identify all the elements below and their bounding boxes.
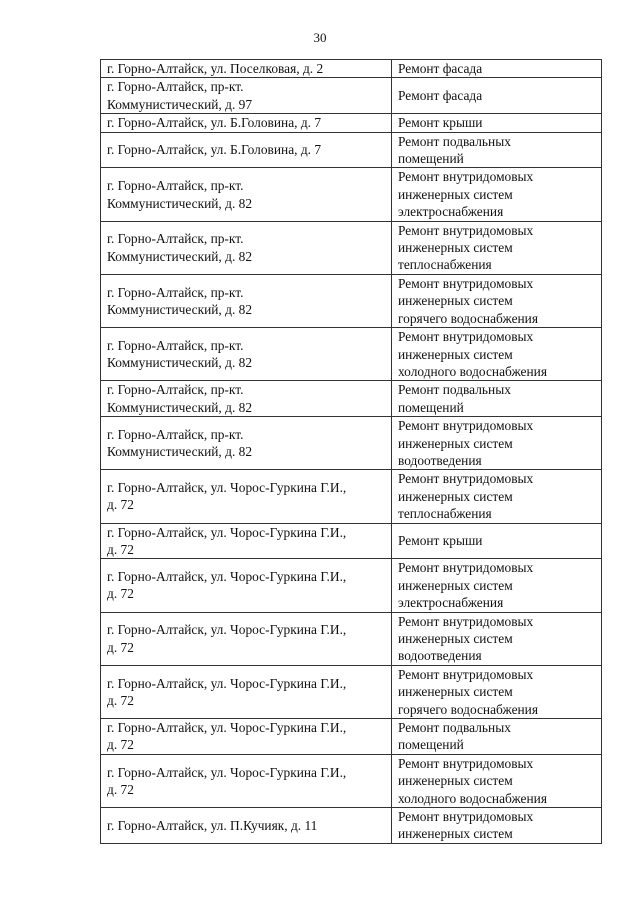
work-type-text: Ремонт внутридомовых инженерных систем холодного водоснабжения bbox=[398, 329, 547, 379]
work-type-text: Ремонт фасада bbox=[398, 61, 483, 76]
address-cell bbox=[101, 132, 392, 168]
table-row bbox=[101, 381, 602, 417]
work-type-cell bbox=[392, 808, 602, 844]
table-row bbox=[101, 328, 602, 381]
work-type-text: Ремонт внутридомовых инженерных систем водоотведения bbox=[398, 613, 534, 664]
work-type-cell bbox=[392, 665, 602, 718]
address-cell bbox=[101, 523, 392, 559]
address-cell bbox=[101, 417, 392, 470]
work-type-cell bbox=[392, 754, 602, 807]
table-row bbox=[101, 274, 602, 327]
address-cell bbox=[101, 221, 392, 274]
address-cell bbox=[101, 754, 392, 807]
address-cell bbox=[101, 381, 392, 417]
work-type-text: Ремонт внутридомовых инженерных систем теплоснабжения bbox=[398, 222, 534, 273]
address-text: г. Горно-Алтайск, ул. Чорос-Гуркина Г.И., д. 72 bbox=[107, 764, 347, 797]
address-cell bbox=[101, 559, 392, 612]
work-type-text: Ремонт внутридомовых инженерных систем теплоснабжения bbox=[398, 471, 534, 522]
work-type-cell bbox=[392, 221, 602, 274]
work-type-text: Ремонт внутридомовых инженерных систем горячего водоснабжения bbox=[398, 275, 539, 326]
address-text: г. Горно-Алтайск, пр-кт. Коммунистический, д. 82 bbox=[107, 284, 253, 317]
work-type-cell bbox=[392, 60, 602, 78]
work-type-cell bbox=[392, 114, 602, 132]
work-type-text: Ремонт внутридомовых инженерных систем bbox=[398, 809, 534, 842]
address-cell bbox=[101, 60, 392, 78]
table-row bbox=[101, 665, 602, 718]
address-cell bbox=[101, 612, 392, 665]
address-cell bbox=[101, 808, 392, 844]
address-text: г. Горно-Алтайск, ул. Поселковая, д. 2 bbox=[107, 61, 324, 76]
work-type-text: Ремонт внутридомовых инженерных систем водоотведения bbox=[398, 418, 534, 468]
work-type-cell bbox=[392, 417, 602, 470]
address-text: г. Горно-Алтайск, ул. Чорос-Гуркина Г.И., д. 72 bbox=[107, 569, 347, 602]
work-type-cell bbox=[392, 328, 602, 381]
work-type-cell bbox=[392, 559, 602, 612]
address-cell bbox=[101, 274, 392, 327]
address-cell bbox=[101, 328, 392, 381]
address-text: г. Горно-Алтайск, ул. Чорос-Гуркина Г.И., д. 72 bbox=[107, 675, 347, 708]
table-row bbox=[101, 559, 602, 612]
address-text: г. Горно-Алтайск, ул. П.Кучияк, д. 11 bbox=[107, 817, 318, 833]
address-cell bbox=[101, 665, 392, 718]
work-type-text: Ремонт крыши bbox=[398, 115, 483, 131]
work-type-text: Ремонт внутридомовых инженерных систем холодного водоснабжения bbox=[398, 755, 547, 806]
work-type-cell bbox=[392, 274, 602, 327]
work-type-text: Ремонт подвальных помещений bbox=[398, 720, 511, 753]
address-cell bbox=[101, 168, 392, 221]
address-text: г. Горно-Алтайск, ул. Чорос-Гуркина Г.И., д. 72 bbox=[107, 524, 347, 557]
address-text: г. Горно-Алтайск, пр-кт. Коммунистический, д. 82 bbox=[107, 337, 253, 371]
work-type-cell bbox=[392, 381, 602, 417]
table-row bbox=[101, 808, 602, 844]
table-row bbox=[101, 78, 602, 114]
work-type-text: Ремонт фасада bbox=[398, 88, 483, 104]
work-type-cell bbox=[392, 719, 602, 755]
page-number: 30 bbox=[313, 30, 327, 45]
table-row bbox=[101, 754, 602, 807]
address-text: г. Горно-Алтайск, ул. Чорос-Гуркина Г.И., д. 72 bbox=[107, 622, 347, 655]
table-row bbox=[101, 221, 602, 274]
work-type-text: Ремонт крыши bbox=[398, 533, 483, 549]
address-text: г. Горно-Алтайск, ул. Б.Головина, д. 7 bbox=[107, 115, 322, 131]
table-row bbox=[101, 417, 602, 470]
work-type-cell bbox=[392, 168, 602, 221]
address-cell bbox=[101, 78, 392, 114]
address-text: г. Горно-Алтайск, пр-кт. Коммунистический, д. 82 bbox=[107, 178, 253, 211]
table-row bbox=[101, 114, 602, 132]
works-table-body bbox=[101, 60, 602, 844]
table-row bbox=[101, 523, 602, 559]
table-row bbox=[101, 719, 602, 755]
work-type-cell bbox=[392, 132, 602, 168]
table-row bbox=[101, 168, 602, 221]
address-text: г. Горно-Алтайск, ул. Чорос-Гуркина Г.И., д. 72 bbox=[107, 480, 347, 513]
address-text: г. Горно-Алтайск, ул. Чорос-Гуркина Г.И., д. 72 bbox=[107, 720, 347, 753]
work-type-text: Ремонт внутридомовых инженерных систем электроснабжения bbox=[398, 169, 534, 220]
work-type-text: Ремонт внутридомовых инженерных систем электроснабжения bbox=[398, 560, 534, 611]
table-row bbox=[101, 132, 602, 168]
work-type-cell bbox=[392, 523, 602, 559]
address-text: г. Горно-Алтайск, ул. Б.Головина, д. 7 bbox=[107, 142, 322, 158]
address-text: г. Горно-Алтайск, пр-кт. Коммунистический, д. 97 bbox=[107, 79, 253, 112]
address-text: г. Горно-Алтайск, пр-кт. Коммунистический, д. 82 bbox=[107, 382, 253, 415]
work-type-text: Ремонт подвальных помещений bbox=[398, 382, 511, 415]
work-type-cell bbox=[392, 612, 602, 665]
address-cell bbox=[101, 719, 392, 755]
address-cell bbox=[101, 470, 392, 523]
table-row bbox=[101, 612, 602, 665]
works-table bbox=[100, 59, 602, 844]
table-row bbox=[101, 60, 602, 78]
table-row bbox=[101, 470, 602, 523]
address-text: г. Горно-Алтайск, пр-кт. Коммунистический, д. 82 bbox=[107, 426, 253, 460]
work-type-cell bbox=[392, 470, 602, 523]
work-type-text: Ремонт внутридомовых инженерных систем горячего водоснабжения bbox=[398, 666, 539, 717]
work-type-cell bbox=[392, 78, 602, 114]
work-type-text: Ремонт подвальных помещений bbox=[398, 133, 511, 167]
address-text: г. Горно-Алтайск, пр-кт. Коммунистический, д. 82 bbox=[107, 231, 253, 264]
address-cell bbox=[101, 114, 392, 132]
